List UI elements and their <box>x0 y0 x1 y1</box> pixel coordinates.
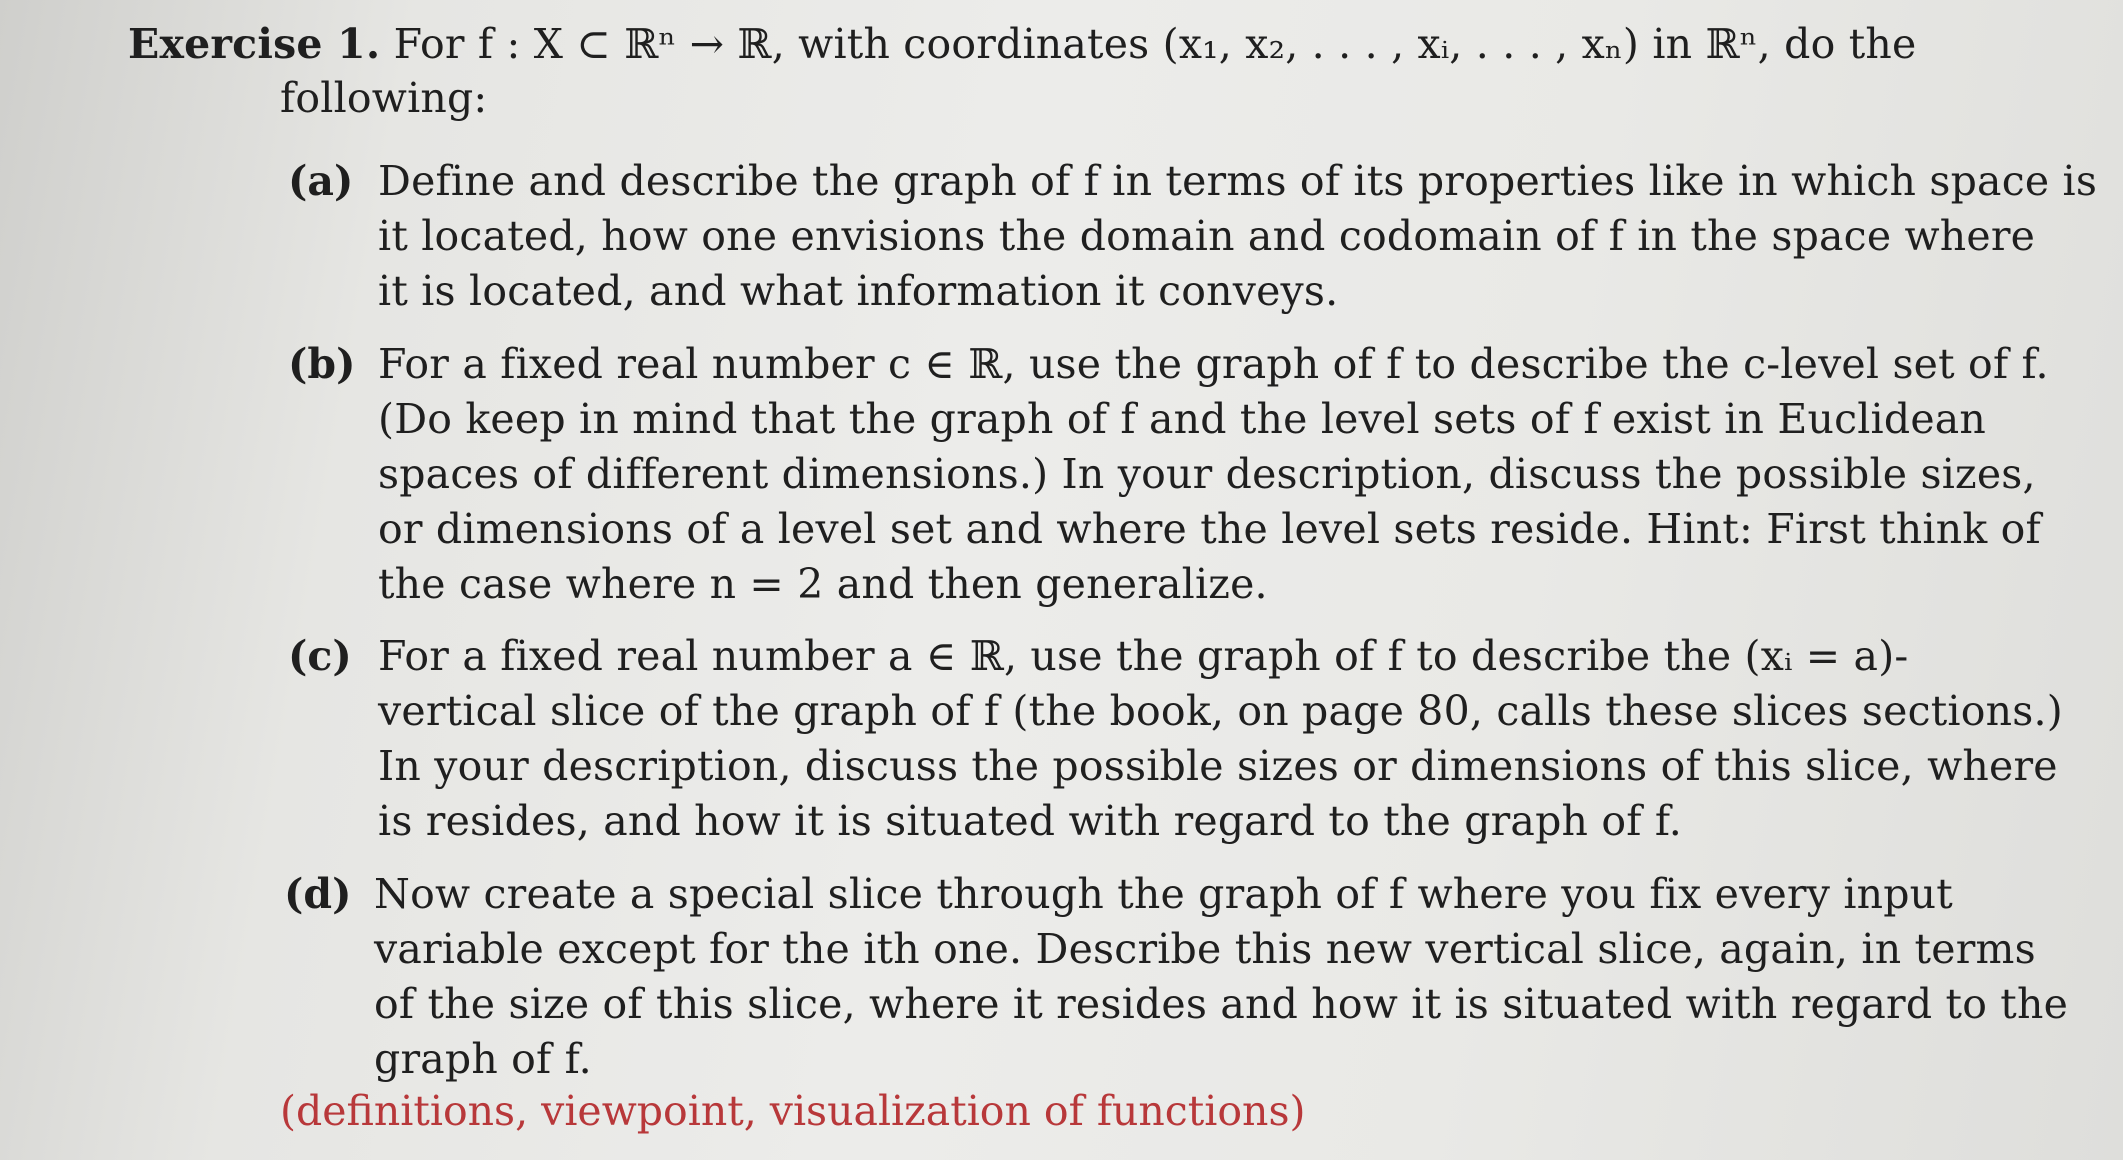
part-b-line-3: spaces of different dimensions.) In your description, discuss the possible sizes, <box>378 450 2036 498</box>
part-d-line-3: of the size of this slice, where it resides and how it is situated with regard to the <box>374 980 2069 1028</box>
part-b-line-1: For a fixed real number c ∈ ℝ, use the graph of f to describe the c-level set of f. <box>378 340 2049 388</box>
part-b-line-4: or dimensions of a level set and where the level sets reside. Hint: First think of <box>378 505 2041 553</box>
part-b-line-5: the case where n = 2 and then generalize. <box>378 560 1268 608</box>
part-b-line-2: (Do keep in mind that the graph of f and the level sets of f exist in Euclidean <box>378 395 1987 443</box>
part-c-line-1: For a fixed real number a ∈ ℝ, use the graph of f to describe the (xᵢ = a)- <box>378 632 1909 680</box>
part-d-line-4: graph of f. <box>374 1035 592 1083</box>
part-a-line-3: it is located, and what information it conveys. <box>378 267 1339 315</box>
part-c-label: (c) <box>288 632 352 680</box>
exercise-intro-text: For f : X ⊂ ℝⁿ → ℝ, with coordinates (x₁, x₂, . . . , xᵢ, . . . , xₙ) in ℝⁿ, do the <box>393 20 1917 68</box>
part-c-line-3: In your description, discuss the possible sizes or dimensions of this slice, where <box>378 742 2058 790</box>
part-d-line-1: Now create a special slice through the graph of f where you fix every input <box>374 870 1953 918</box>
part-a-label: (a) <box>288 157 354 205</box>
exercise-intro-line-2: following: <box>280 74 488 122</box>
topic-tag: (definitions, viewpoint, visualization of functions) <box>280 1087 1306 1135</box>
part-a-line-2: it located, how one envisions the domain and codomain of f in the space where <box>378 212 2036 260</box>
exercise-heading: Exercise 1. <box>128 20 381 68</box>
part-d-label: (d) <box>284 870 352 918</box>
part-d-line-2: variable except for the ith one. Describe this new vertical slice, again, in terms <box>374 925 2036 973</box>
part-b-label: (b) <box>288 340 356 388</box>
part-a-line-1: Define and describe the graph of f in terms of its properties like in which space is <box>378 157 2098 205</box>
part-c-line-2: vertical slice of the graph of f (the book, on page 80, calls these slices sections.) <box>378 687 2063 735</box>
part-c-line-4: is resides, and how it is situated with regard to the graph of f. <box>378 797 1682 845</box>
exercise-intro-line-1 <box>128 18 1916 70</box>
